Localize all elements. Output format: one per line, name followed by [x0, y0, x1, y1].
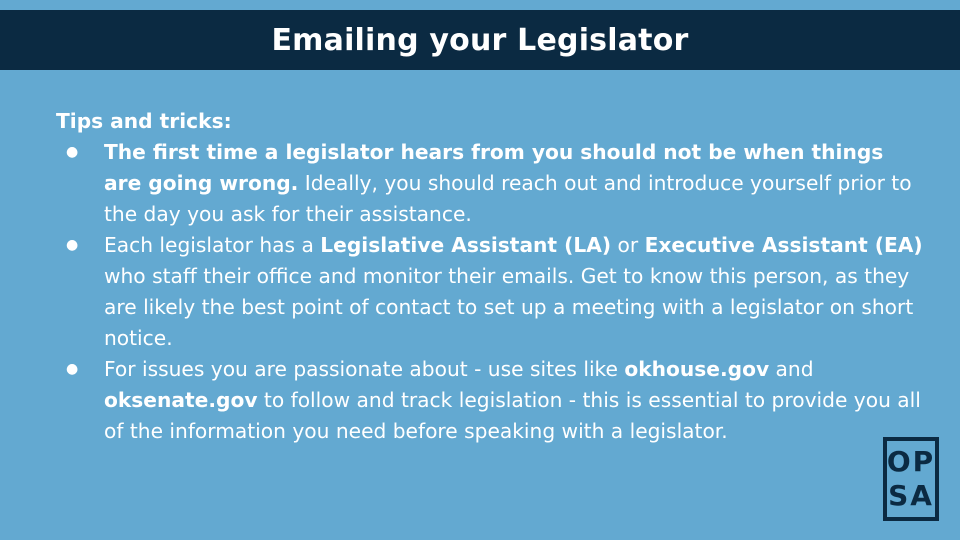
list-item — [56, 230, 926, 354]
tips-heading: Tips and tricks: — [56, 109, 232, 133]
slide-body — [56, 106, 926, 447]
oksenate-link-text: oksenate.gov — [104, 388, 258, 412]
bullet-icon: ● — [66, 144, 79, 160]
opsa-logo — [883, 437, 939, 521]
okhouse-link-text: okhouse.gov — [624, 357, 770, 381]
tip-text: or — [611, 233, 645, 257]
logo-line-1: OP — [886, 445, 936, 478]
bullet-icon: ● — [66, 237, 79, 253]
list-item — [56, 354, 926, 447]
tip-bold-text: The first time a legislator hears from you should not be when things are going wrong. — [104, 140, 884, 195]
bullet-icon: ● — [66, 361, 79, 377]
logo-line-2: SA — [888, 479, 934, 512]
tip-bold-text: Executive Assistant (EA) — [644, 233, 923, 257]
tip-text: Each legislator has a — [104, 233, 321, 257]
tip-bold-text: Legislative Assistant (LA) — [320, 233, 612, 257]
tip-text: Ideally, you should reach out and introduce yourself prior to the day you ask for their assistance. — [104, 171, 912, 226]
tip-text: who staff their office and monitor their emails. Get to know this person, as they are likely the best point of contact to set up a meeting with a legislator on short notice. — [104, 264, 914, 350]
title-bar — [0, 10, 960, 70]
tip-text: and — [769, 357, 814, 381]
top-strip — [0, 0, 960, 10]
slide-title: Emailing your Legislator — [271, 22, 689, 58]
tip-text: to follow and track legislation - this is essential to provide you all of the information you need before speaking with a legislator. — [104, 388, 921, 443]
list-item — [56, 137, 926, 230]
tips-list — [56, 137, 926, 447]
tip-text: For issues you are passionate about - use sites like — [104, 357, 625, 381]
